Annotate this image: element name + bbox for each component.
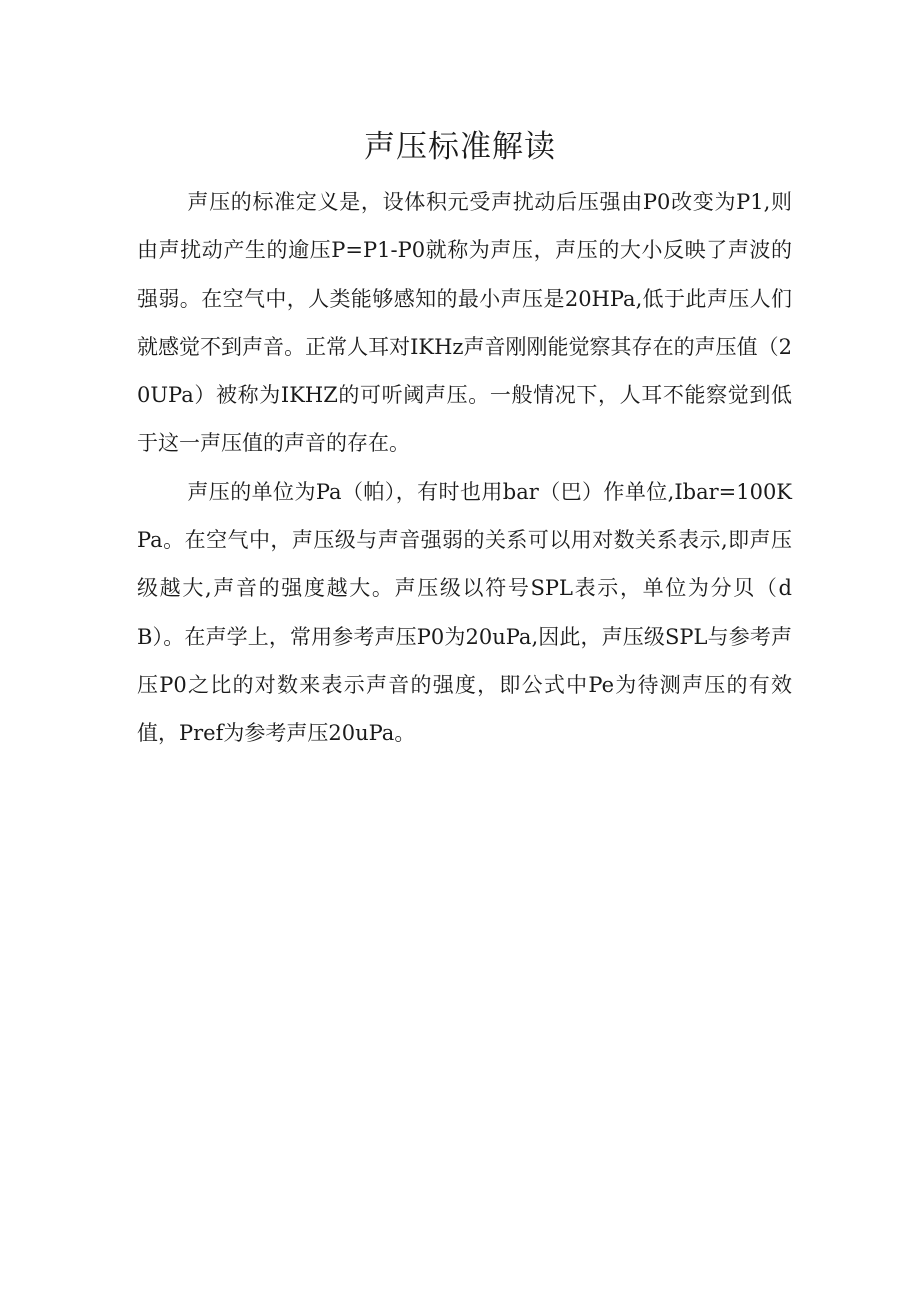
paragraph-units: 声压的单位为Pa（帕），有时也用bar（巴）作单位,Ibar=100KPa。在空气中，声压级与声音强弱的关系可以用对数关系表示,即声压级越大,声音的强度越大。声压级以符号SPL表示，单位为分贝（dB）。在声学上，常用参考声压P0为20uPa,因此，声压级SPL与参考声压P0之比的对数来表示声音的强度，即公式中Pe为待测声压的有效值，Pref为参考声压20uPa。 bbox=[137, 479, 792, 746]
paragraph-definition: 声压的标准定义是，设体积元受声扰动后压强由P0改变为P1,则由声扰动产生的逾压P=P1-P0就称为声压，声压的大小反映了声波的强弱。在空气中，人类能够感知的最小声压是20HPa,低于此声压人们就感觉不到声音。正常人耳对IKHz声音刚刚能觉察其存在的声压值（20UPa）被称为IKHZ的可听阈声压。一般情况下，人耳不能察觉到低于这一声压值的声音的存在。 bbox=[137, 190, 792, 456]
document-body bbox=[137, 178, 792, 758]
document-title: 声压标准解读 bbox=[364, 129, 556, 165]
